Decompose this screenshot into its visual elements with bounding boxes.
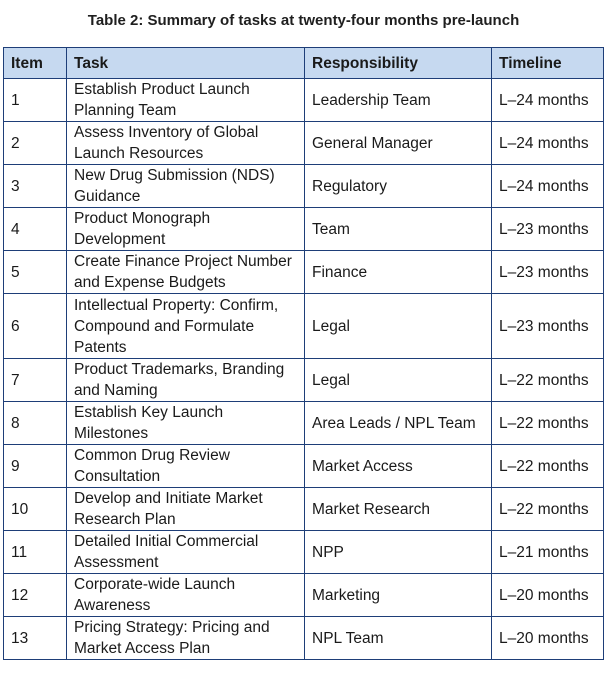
cell-item: 12 bbox=[4, 574, 67, 617]
table-caption: Table 2: Summary of tasks at twenty-four months pre-launch bbox=[87, 12, 520, 29]
cell-responsibility: Area Leads / NPL Team bbox=[305, 402, 492, 445]
cell-task: Create Finance Project Number and Expense Budgets bbox=[67, 251, 305, 294]
cell-responsibility: Legal bbox=[305, 294, 492, 359]
cell-timeline: L–20 months bbox=[492, 574, 604, 617]
table-row bbox=[4, 488, 604, 531]
cell-timeline: L–20 months bbox=[492, 617, 604, 660]
cell-item: 5 bbox=[4, 251, 67, 294]
cell-task: Product Trademarks, Branding and Naming bbox=[67, 359, 305, 402]
cell-task: Common Drug Review Consultation bbox=[67, 445, 305, 488]
header-row bbox=[4, 48, 604, 79]
cell-responsibility: Regulatory bbox=[305, 165, 492, 208]
cell-responsibility: Marketing bbox=[305, 574, 492, 617]
cell-timeline: L–23 months bbox=[492, 294, 604, 359]
cell-responsibility: Leadership Team bbox=[305, 79, 492, 122]
cell-responsibility: Market Access bbox=[305, 445, 492, 488]
cell-item: 8 bbox=[4, 402, 67, 445]
cell-item: 2 bbox=[4, 122, 67, 165]
cell-timeline: L–22 months bbox=[492, 488, 604, 531]
table-row bbox=[4, 165, 604, 208]
cell-timeline: L–22 months bbox=[492, 359, 604, 402]
table-row bbox=[4, 294, 604, 359]
cell-item: 13 bbox=[4, 617, 67, 660]
cell-task: Assess Inventory of Global Launch Resources bbox=[67, 122, 305, 165]
cell-task: New Drug Submission (NDS) Guidance bbox=[67, 165, 305, 208]
cell-responsibility: Market Research bbox=[305, 488, 492, 531]
cell-item: 9 bbox=[4, 445, 67, 488]
cell-responsibility: General Manager bbox=[305, 122, 492, 165]
cell-timeline: L–24 months bbox=[492, 122, 604, 165]
cell-item: 11 bbox=[4, 531, 67, 574]
cell-task: Corporate-wide Launch Awareness bbox=[67, 574, 305, 617]
cell-task: Establish Product Launch Planning Team bbox=[67, 79, 305, 122]
cell-task: Detailed Initial Commercial Assessment bbox=[67, 531, 305, 574]
cell-item: 6 bbox=[4, 294, 67, 359]
cell-timeline: L–23 months bbox=[492, 251, 604, 294]
cell-timeline: L–24 months bbox=[492, 79, 604, 122]
cell-task: Pricing Strategy: Pricing and Market Access Plan bbox=[67, 617, 305, 660]
cell-task: Develop and Initiate Market Research Plan bbox=[67, 488, 305, 531]
cell-responsibility: Team bbox=[305, 208, 492, 251]
table-row bbox=[4, 359, 604, 402]
cell-item: 1 bbox=[4, 79, 67, 122]
cell-item: 4 bbox=[4, 208, 67, 251]
header-task: Task bbox=[67, 48, 305, 79]
tasks-table bbox=[3, 47, 604, 660]
table-row bbox=[4, 208, 604, 251]
table-row bbox=[4, 402, 604, 445]
header-item: Item bbox=[4, 48, 67, 79]
table-row bbox=[4, 251, 604, 294]
table-row bbox=[4, 122, 604, 165]
cell-task: Product Monograph Development bbox=[67, 208, 305, 251]
cell-responsibility: NPL Team bbox=[305, 617, 492, 660]
cell-timeline: L–22 months bbox=[492, 402, 604, 445]
cell-item: 3 bbox=[4, 165, 67, 208]
table-row bbox=[4, 617, 604, 660]
table-row bbox=[4, 574, 604, 617]
header-responsibility: Responsibility bbox=[305, 48, 492, 79]
table-row bbox=[4, 445, 604, 488]
table-row bbox=[4, 531, 604, 574]
cell-item: 10 bbox=[4, 488, 67, 531]
cell-timeline: L–22 months bbox=[492, 445, 604, 488]
header-timeline: Timeline bbox=[492, 48, 604, 79]
table-row bbox=[4, 79, 604, 122]
cell-task: Intellectual Property: Confirm, Compound and Formulate Patents bbox=[67, 294, 305, 359]
cell-responsibility: Legal bbox=[305, 359, 492, 402]
cell-task: Establish Key Launch Milestones bbox=[67, 402, 305, 445]
cell-responsibility: Finance bbox=[305, 251, 492, 294]
cell-timeline: L–21 months bbox=[492, 531, 604, 574]
cell-item: 7 bbox=[4, 359, 67, 402]
cell-timeline: L–23 months bbox=[492, 208, 604, 251]
cell-timeline: L–24 months bbox=[492, 165, 604, 208]
cell-responsibility: NPP bbox=[305, 531, 492, 574]
